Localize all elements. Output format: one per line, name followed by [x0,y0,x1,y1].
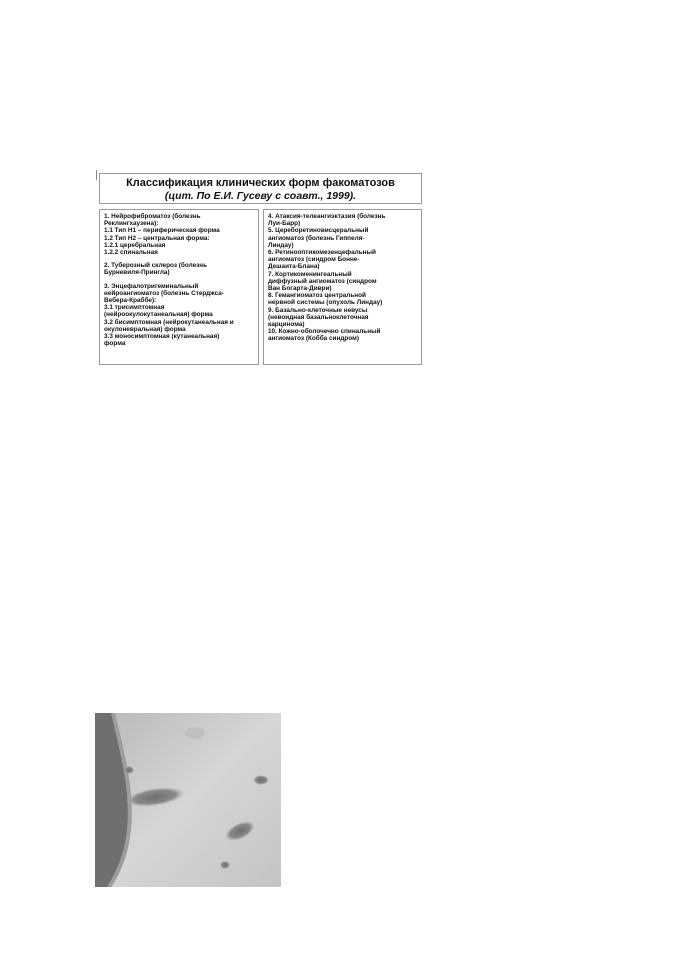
list-item: 8. Гемангиоматоз центральной нервной системы (опухоль Линдау) [268,292,383,307]
skin-photo-image [95,713,281,887]
list-item: 1. Нейрофиброматоз (болезнь Реклингхаузена): [104,213,201,228]
list-item: 3. Энцефалотригеминальный нейроангиоматоз (болезнь Стерджса- Вебера-Краббе): [104,282,224,305]
list-item: 1.2 Тип Н2 – центральная форма: [104,234,210,242]
list-item: 3.1 трисимптомная (нейроокулокутанеальная) форма [104,304,213,319]
list-item: 9. Базально-клеточные невусы (невоидная базальноклеточная карцинома) [268,306,369,329]
list-item: 1.2.1 церебральная [104,241,166,249]
list-item: 1.1 Тип Н1 – периферическая форма [104,227,220,235]
table-subtitle: (цит. По Е.И. Гусеву с соавт., 1999). [164,190,357,202]
table-title-box [99,173,422,204]
list-item: 3.3 моносимптомная (кутанеальная) форма [104,333,220,348]
list-item: 10. Кожно-оболочечно спинальный ангиоматоз (Кобба синдром) [268,328,381,343]
table-title: Классификация клинических форм факоматозов [126,177,395,189]
list-item: 3.2 бисимптомная (нейрокутанеальная и окулоневральная) форма [104,318,234,333]
list-item: 1.2.2 спинальная [104,249,158,257]
list-item: 7. Кортикоменингеальный диффузный ангиоматоз (синдром Ван Богарта-Диври) [268,270,377,293]
list-item: 6. Ретинооптикомезенцефальный ангиоматоз (синдром Бонне- Дешаита-Блана) [268,249,376,271]
list-item: 2. Туберозный склероз (болезнь Бурневиля-Прингла) [104,262,208,277]
list-item: 4. Атаксия-телеангиэктазия (болезнь Луи-Барр) [268,213,386,228]
left-column [99,209,259,365]
corner-mark [96,170,97,180]
right-column [263,209,422,365]
list-item: 5. Цереборетиновисцеральный ангиоматоз (болезнь Гиппеля- Линдау) [268,227,369,249]
skin-photo [95,713,281,887]
